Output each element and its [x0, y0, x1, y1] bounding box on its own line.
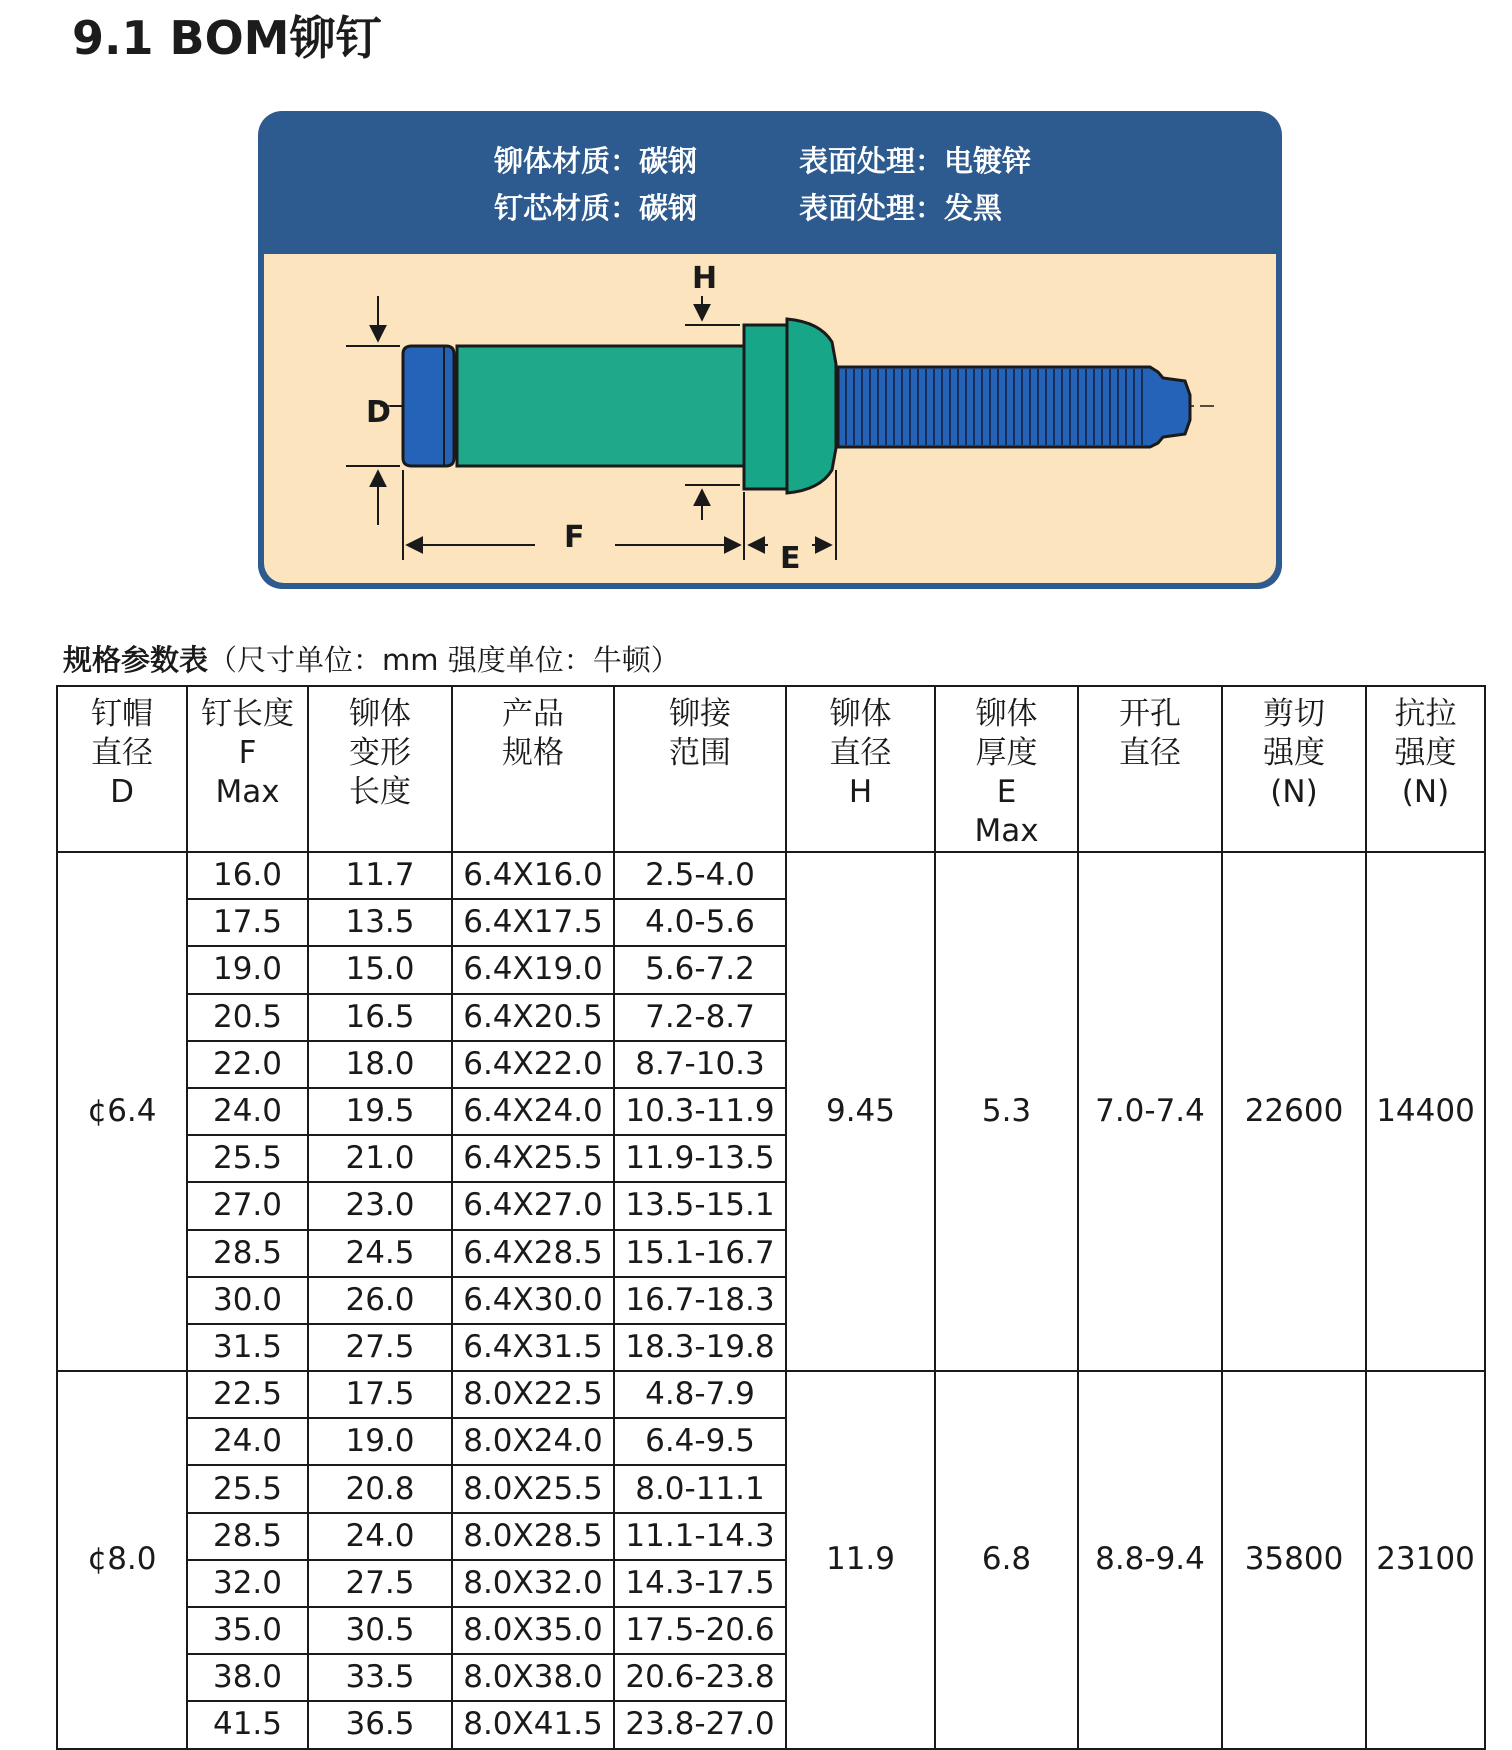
product-spec-cell: 6.4X30.0	[452, 1277, 614, 1324]
product-spec-cell: 6.4X20.5	[452, 994, 614, 1041]
grip-range-cell: 8.7-10.3	[614, 1041, 786, 1088]
length-f-cell: 35.0	[187, 1607, 308, 1654]
table-caption-title: 规格参数表	[63, 643, 209, 677]
header-line: 铆体	[975, 696, 1038, 732]
deform-length-cell: 30.5	[308, 1607, 452, 1654]
grip-range-cell: 8.0-11.1	[614, 1465, 786, 1512]
product-spec-cell: 6.4X19.0	[452, 946, 614, 993]
shear-strength-cell: 35800	[1222, 1371, 1366, 1749]
header-line: 厚度	[975, 735, 1038, 771]
header-line: 开孔	[1119, 696, 1181, 732]
rivet-collar	[744, 325, 787, 489]
product-spec-cell: 6.4X25.5	[452, 1135, 614, 1182]
header-line: (N)	[1401, 774, 1450, 810]
deform-length-cell: 33.5	[308, 1654, 452, 1701]
deform-length-cell: 26.0	[308, 1277, 452, 1324]
header-line: 产品	[502, 696, 564, 732]
header-line: 长度	[349, 774, 411, 810]
product-spec-cell: 8.0X28.5	[452, 1513, 614, 1560]
body-diameter-cell: 11.9	[786, 1371, 935, 1749]
header-line: 直径	[829, 735, 892, 771]
product-spec-cell: 6.4X31.5	[452, 1324, 614, 1371]
deform-length-cell: 11.7	[308, 852, 452, 899]
length-f-cell: 24.0	[187, 1088, 308, 1135]
header-cell	[452, 686, 614, 852]
header-cell	[308, 686, 452, 852]
deform-length-cell: 24.5	[308, 1230, 452, 1277]
spec-table	[56, 685, 1486, 1750]
header-cell	[1078, 686, 1222, 852]
header-line: H	[848, 774, 873, 810]
header-line: E	[996, 774, 1017, 810]
grip-range-cell: 23.8-27.0	[614, 1701, 786, 1748]
header-cell	[786, 686, 935, 852]
length-f-cell: 24.0	[187, 1418, 308, 1465]
pin-tail	[838, 367, 1190, 447]
grip-range-cell: 5.6-7.2	[614, 946, 786, 993]
deform-length-cell: 20.8	[308, 1465, 452, 1512]
header-line: 直径	[91, 735, 153, 771]
rivet-diagram	[0, 0, 1512, 620]
page-title: 9.1 BOM铆钉	[72, 11, 382, 65]
core-material-text: 钉芯材质：碳钢	[494, 191, 698, 225]
header-cell	[187, 686, 308, 852]
header-line: 铆体	[829, 696, 892, 732]
length-f-cell: 30.0	[187, 1277, 308, 1324]
dim-e-label: E	[780, 541, 801, 576]
product-spec-cell: 6.4X28.5	[452, 1230, 614, 1277]
length-f-cell: 28.5	[187, 1230, 308, 1277]
length-f-cell: 32.0	[187, 1560, 308, 1607]
header-line: 强度	[1263, 735, 1325, 771]
header-line: 直径	[1119, 735, 1181, 771]
length-f-cell: 27.0	[187, 1182, 308, 1229]
deform-length-cell: 18.0	[308, 1041, 452, 1088]
body-thickness-cell: 5.3	[935, 852, 1078, 1371]
header-line: 钉帽	[91, 696, 153, 732]
product-spec-cell: 8.0X25.5	[452, 1465, 614, 1512]
grip-range-cell: 20.6-23.8	[614, 1654, 786, 1701]
grip-range-cell: 17.5-20.6	[614, 1607, 786, 1654]
tensile-strength-cell: 23100	[1366, 1371, 1485, 1749]
header-line: 抗拉	[1394, 696, 1457, 732]
header-line: 钉长度	[201, 696, 294, 732]
header-line: (N)	[1270, 774, 1318, 810]
header-line: 强度	[1394, 735, 1457, 771]
length-f-cell: 17.5	[187, 899, 308, 946]
grip-range-cell: 14.3-17.5	[614, 1560, 786, 1607]
header-line: 铆接	[669, 696, 731, 732]
deform-length-cell: 27.5	[308, 1324, 452, 1371]
shear-strength-cell: 22600	[1222, 852, 1366, 1371]
grip-range-cell: 10.3-11.9	[614, 1088, 786, 1135]
header-line: 铆体	[349, 696, 411, 732]
dim-h-label: H	[692, 261, 718, 296]
hole-diameter-cell: 7.0-7.4	[1078, 852, 1222, 1371]
product-spec-cell: 6.4X17.5	[452, 899, 614, 946]
body-surface-text: 表面处理：电镀锌	[799, 144, 1032, 178]
length-f-cell: 19.0	[187, 946, 308, 993]
header-cell	[935, 686, 1078, 852]
deform-length-cell: 24.0	[308, 1513, 452, 1560]
deform-length-cell: 19.0	[308, 1418, 452, 1465]
hole-diameter-cell: 8.8-9.4	[1078, 1371, 1222, 1749]
grip-range-cell: 7.2-8.7	[614, 994, 786, 1041]
product-spec-cell: 8.0X24.0	[452, 1418, 614, 1465]
header-cell	[614, 686, 786, 852]
length-f-cell: 16.0	[187, 852, 308, 899]
table-row	[57, 1371, 1485, 1418]
header-line: F	[238, 735, 257, 771]
body-thickness-cell: 6.8	[935, 1371, 1078, 1749]
rivet-head	[403, 346, 454, 466]
grip-range-cell: 13.5-15.1	[614, 1182, 786, 1229]
grip-range-cell: 15.1-16.7	[614, 1230, 786, 1277]
grip-range-cell: 2.5-4.0	[614, 852, 786, 899]
header-line: 剪切	[1263, 696, 1325, 732]
header-line: Max	[974, 813, 1039, 849]
length-f-cell: 25.5	[187, 1465, 308, 1512]
deform-length-cell: 27.5	[308, 1560, 452, 1607]
product-spec-cell: 8.0X38.0	[452, 1654, 614, 1701]
deform-length-cell: 19.5	[308, 1088, 452, 1135]
header-cell	[1366, 686, 1485, 852]
grip-range-cell: 16.7-18.3	[614, 1277, 786, 1324]
dim-f-label: F	[564, 520, 585, 555]
length-f-cell: 28.5	[187, 1513, 308, 1560]
table-header-row	[57, 686, 1485, 852]
cap-diameter-cell: ¢8.0	[57, 1371, 187, 1749]
header-cell	[57, 686, 187, 852]
product-spec-cell: 8.0X41.5	[452, 1701, 614, 1748]
product-spec-cell: 6.4X24.0	[452, 1088, 614, 1135]
product-spec-cell: 8.0X32.0	[452, 1560, 614, 1607]
grip-range-cell: 6.4-9.5	[614, 1418, 786, 1465]
header-line: 变形	[349, 735, 411, 771]
length-f-cell: 41.5	[187, 1701, 308, 1748]
product-spec-cell: 6.4X16.0	[452, 852, 614, 899]
product-spec-cell: 6.4X22.0	[452, 1041, 614, 1088]
deform-length-cell: 17.5	[308, 1371, 452, 1418]
product-spec-cell: 8.0X35.0	[452, 1607, 614, 1654]
rivet-sleeve	[457, 346, 744, 466]
body-diameter-cell: 9.45	[786, 852, 935, 1371]
deform-length-cell: 15.0	[308, 946, 452, 993]
grip-range-cell: 11.9-13.5	[614, 1135, 786, 1182]
grip-range-cell: 18.3-19.8	[614, 1324, 786, 1371]
product-spec-cell: 8.0X22.5	[452, 1371, 614, 1418]
deform-length-cell: 36.5	[308, 1701, 452, 1748]
deform-length-cell: 13.5	[308, 899, 452, 946]
length-f-cell: 22.0	[187, 1041, 308, 1088]
tensile-strength-cell: 14400	[1366, 852, 1485, 1371]
header-line: 规格	[502, 735, 564, 771]
deform-length-cell: 23.0	[308, 1182, 452, 1229]
table-caption	[63, 638, 680, 679]
header-line: Max	[215, 774, 280, 810]
header-line: D	[110, 774, 134, 810]
length-f-cell: 20.5	[187, 994, 308, 1041]
length-f-cell: 38.0	[187, 1654, 308, 1701]
table-row	[57, 852, 1485, 899]
header-cell	[1222, 686, 1366, 852]
length-f-cell: 22.5	[187, 1371, 308, 1418]
deform-length-cell: 21.0	[308, 1135, 452, 1182]
body-material-text: 铆体材质：碳钢	[494, 144, 698, 178]
length-f-cell: 25.5	[187, 1135, 308, 1182]
dim-d-label: D	[366, 395, 391, 430]
table-body	[57, 852, 1485, 1749]
header-line: 范围	[669, 735, 731, 771]
grip-range-cell: 4.8-7.9	[614, 1371, 786, 1418]
core-surface-text: 表面处理：发黑	[799, 191, 1003, 225]
grip-range-cell: 4.0-5.6	[614, 899, 786, 946]
cap-diameter-cell: ¢6.4	[57, 852, 187, 1371]
rivet-collar-flange	[787, 319, 836, 493]
deform-length-cell: 16.5	[308, 994, 452, 1041]
grip-range-cell: 11.1-14.3	[614, 1513, 786, 1560]
product-spec-cell: 6.4X27.0	[452, 1182, 614, 1229]
length-f-cell: 31.5	[187, 1324, 308, 1371]
table-caption-units: （尺寸单位：mm 强度单位：牛顿）	[208, 643, 680, 677]
